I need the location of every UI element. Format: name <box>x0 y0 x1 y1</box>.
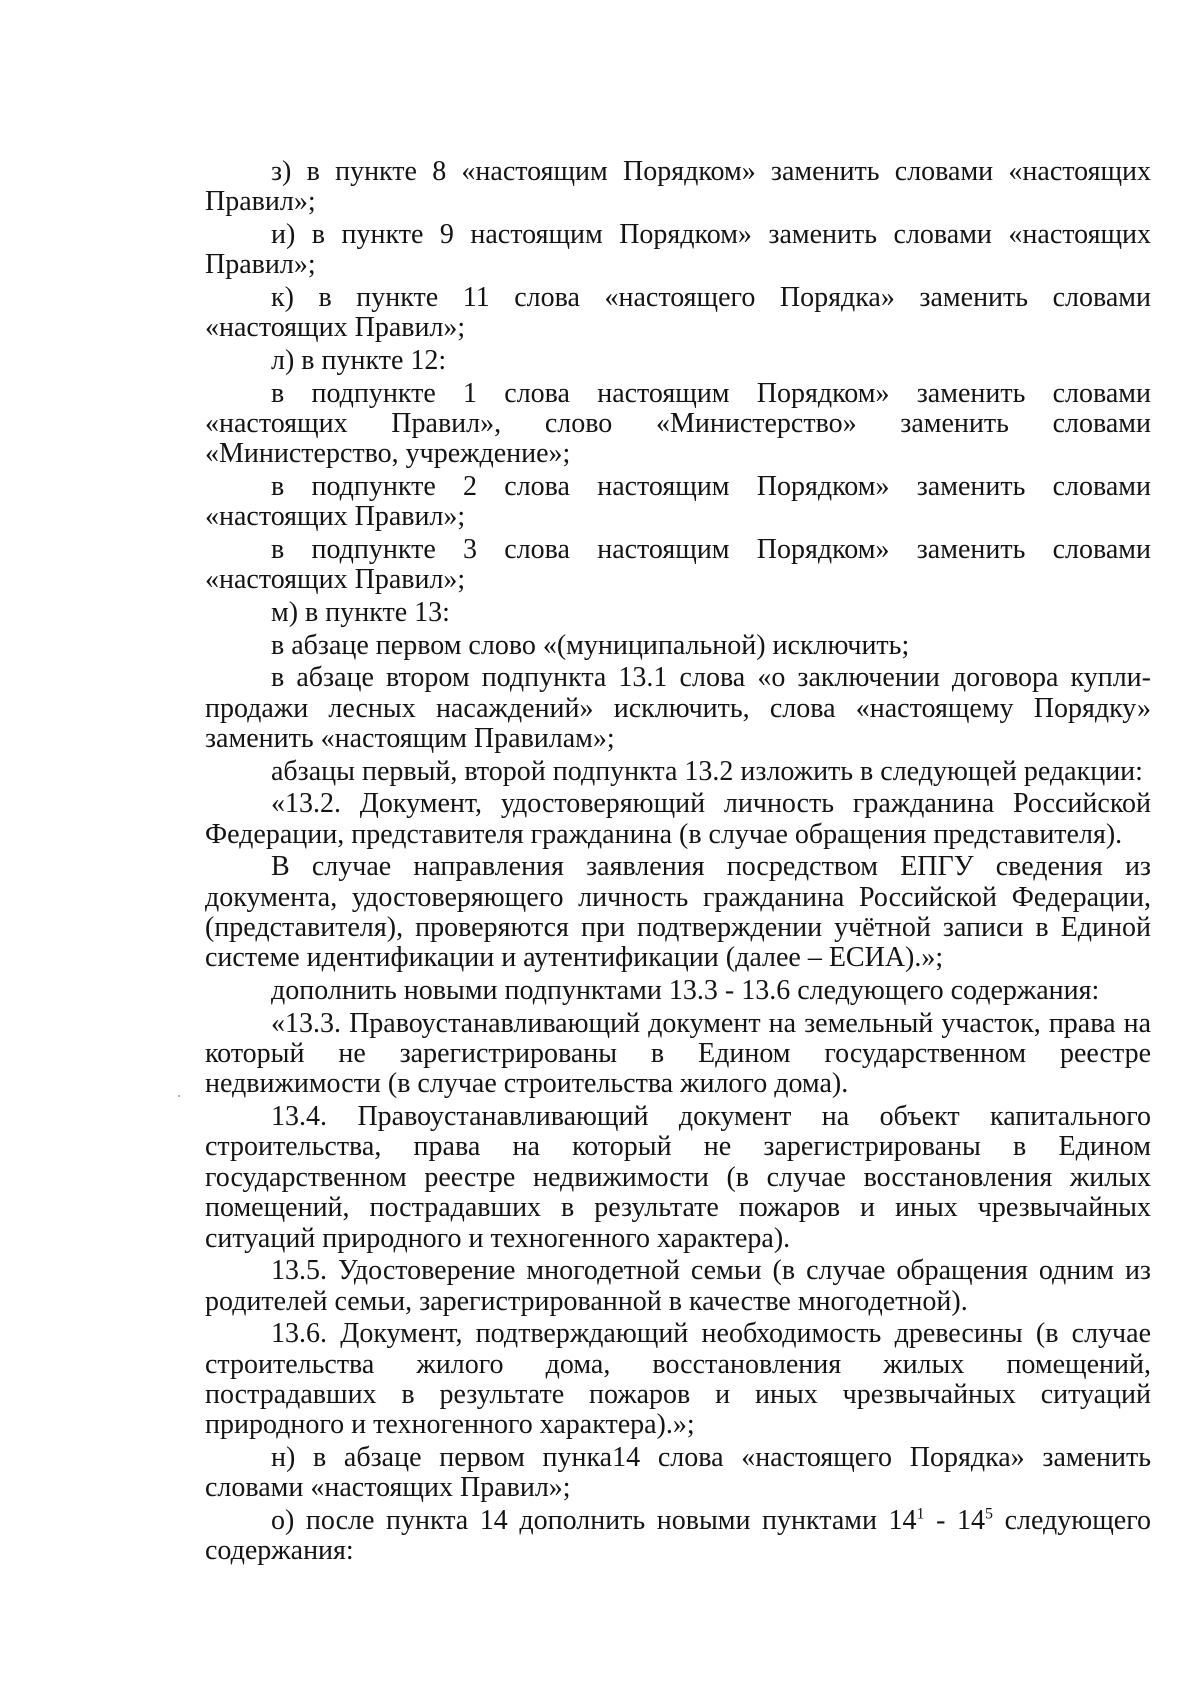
paragraph-13-4: 13.4. Правоустанавливающий документ на объект капитального строительства, права на который не зарегистрированы в Едином государственном реестре недвижимости (в случае восстановления жилых помещений, пострадавших в результате пожаров и иных чрезвычайных ситуаций природного и техногенного характера). <box>205 1101 1151 1254</box>
paragraph-13-2: «13.2. Документ, удостоверяющий личность гражданина Российской Федерации, представителя гражданина (в случае обращения представителя). <box>205 788 1151 850</box>
paragraph-l-sub1: в подпункте 1 слова настоящим Порядком» заменить словами «настоящих Правил», слово «Министерство» заменить словами «Министерство, учреждение»; <box>205 377 1151 470</box>
paragraph-o-before: о) после пункта 14 дополнить новыми пунктами 14 <box>271 1505 917 1537</box>
scan-speck <box>178 1095 180 1097</box>
paragraph-13-3: «13.3. Правоустанавливающий документ на земельный участок, права на который не зарегистрированы в Едином государственном реестре недвижимости (в случае строительства жилого дома). <box>205 1007 1151 1100</box>
paragraph-m-13-2-intro: абзацы первый, второй подпункта 13.2 изложить в следующей редакции: <box>271 755 1143 787</box>
paragraph-13-6: 13.6. Документ, подтверждающий необходимость древесины (в случае строительства жилого дома, восстановления жилых помещений, пострадавших в результате пожаров и иных чрезвычайных ситуаций природного и техногенного характера).»; <box>205 1318 1151 1441</box>
paragraph-m: м) в пункте 13: <box>271 597 450 628</box>
paragraph-z: з) в пункте 8 «настоящим Порядком» заменить словами «настоящих Правил»; <box>205 156 1151 218</box>
paragraph-n: н) в абзаце первом пунка14 слова «настоящего Порядка» заменить словами «настоящих Правил»; <box>205 1442 1151 1504</box>
paragraph-13-5: 13.5. Удостоверение многодетной семьи (в случае обращения одним из родителей семьи, зарегистрированной в качестве многодетной). <box>205 1255 1151 1317</box>
paragraph-m-abz1: в абзаце первом слово «(муниципальной) исключить; <box>271 629 910 661</box>
paragraph-13-2-epgu: В случае направления заявления посредством ЕПГУ сведения из документа, удостоверяющего личность гражданина Российской Федерации, (представителя), проверяются при подтверждении учётной записи в Единой системе идентификации и аутентификации (далее – ЕСИА).»; <box>205 851 1151 974</box>
paragraph-l-sub3: в подпункте 3 слова настоящим Порядком» заменить словами «настоящих Правил»; <box>205 534 1151 596</box>
paragraph-o-middle: - 14 <box>924 1505 986 1537</box>
superscript-5: 5 <box>985 1505 994 1523</box>
paragraph-l: л) в пункте 12: <box>271 345 447 376</box>
paragraph-m-13-1: в абзаце втором подпункта 13.1 слова «о заключении договора купли-продажи лесных насаждений» исключить, слова «настоящему Порядку» заменить «настоящим Правилам»; <box>205 662 1151 754</box>
paragraph-13-3-13-6-intro: дополнить новыми подпунктами 13.3 - 13.6 следующего содержания: <box>271 975 1100 1006</box>
paragraph-o-after: следующего содержания: <box>205 1505 1151 1567</box>
paragraph-l-sub2: в подпункте 2 слова настоящим Порядком» заменить словами «настоящих Правил»; <box>205 471 1151 533</box>
document-body <box>205 157 1151 1569</box>
superscript-1: 1 <box>916 1505 925 1523</box>
paragraph-o <box>205 1506 1151 1567</box>
paragraph-k: к) в пункте 11 слова «настоящего Порядка» заменить словами «настоящих Правил»; <box>205 282 1151 344</box>
paragraph-i: и) в пункте 9 настоящим Порядком» заменить словами «настоящих Правил»; <box>205 219 1151 281</box>
